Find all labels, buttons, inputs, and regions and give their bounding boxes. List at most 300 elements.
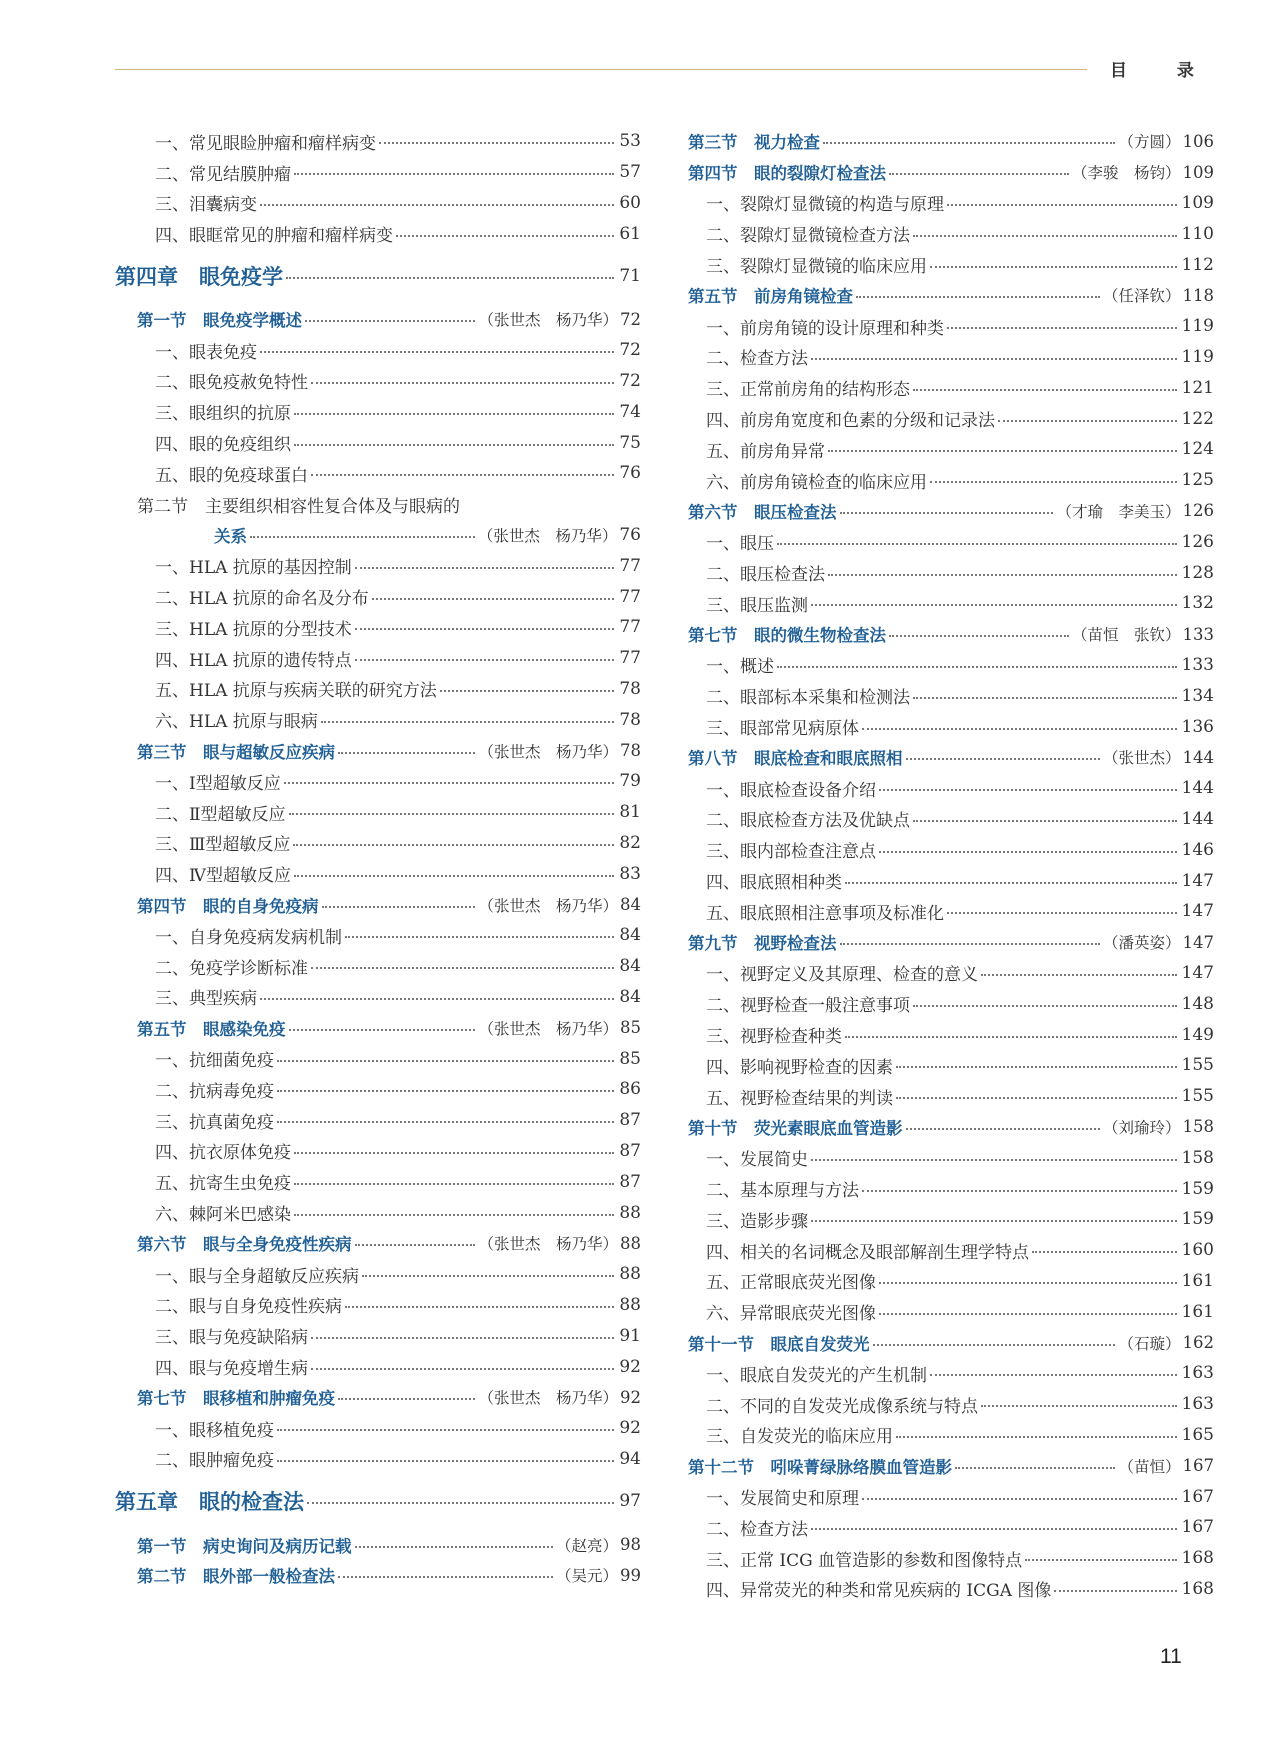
toc-entry-title: 五、正常眼底荧光图像 (706, 1273, 876, 1294)
toc-subsection-entry[interactable] (688, 526, 1214, 557)
toc-entry-title: 五、抗寄生虫免疫 (155, 1174, 291, 1195)
toc-entry-title: 二、眼底检查方法及优缺点 (706, 811, 910, 832)
toc-leader-dots (294, 173, 614, 175)
toc-subsection-entry[interactable] (115, 1197, 641, 1228)
toc-entry-page: 167 (1181, 1517, 1214, 1538)
toc-leader-dots (930, 481, 1177, 483)
toc-entry-page: 144 (1182, 747, 1214, 767)
toc-entry-title: 三、自发荧光的临床应用 (706, 1427, 893, 1448)
toc-leader-dots (322, 906, 476, 908)
toc-entry-page: 87 (619, 1171, 641, 1192)
toc-leader-dots (294, 444, 614, 446)
toc-entry-author: （张世杰 杨乃华） (478, 1235, 618, 1254)
toc-entry-title: 三、泪囊病变 (155, 195, 257, 216)
toc-subsection-entry[interactable] (688, 1204, 1214, 1235)
toc-leader-dots (840, 512, 1054, 514)
toc-subsection-entry[interactable] (688, 1050, 1214, 1081)
toc-leader-dots (338, 752, 475, 754)
toc-entry-title: 二、Ⅱ型超敏反应 (155, 804, 286, 825)
toc-subsection-entry[interactable] (115, 581, 641, 612)
toc-leader-dots (896, 1436, 1177, 1438)
toc-subsection-entry[interactable] (115, 396, 641, 427)
toc-subsection-entry[interactable] (115, 766, 641, 797)
toc-leader-dots (913, 389, 1177, 391)
toc-subsection-entry[interactable] (688, 650, 1214, 681)
toc-leader-dots (873, 1344, 1116, 1346)
toc-leader-dots (947, 327, 1177, 329)
toc-leader-dots (828, 450, 1177, 452)
toc-entry-title: 一、裂隙灯显微镜的构造与原理 (706, 195, 944, 216)
toc-leader-dots (294, 1214, 614, 1216)
toc-entry-title: 二、眼免疫赦免特性 (155, 373, 308, 394)
toc-subsection-entry[interactable] (688, 896, 1214, 927)
toc-entry-title: 二、眼压检查法 (706, 565, 825, 586)
toc-entry-page: 78 (619, 709, 641, 730)
toc-section-entry[interactable] (115, 304, 641, 335)
toc-entry-author: （张世杰 杨乃华） (477, 526, 618, 545)
toc-section-entry[interactable] (115, 1529, 641, 1560)
toc-subsection-entry[interactable] (688, 557, 1214, 588)
toc-entry-title: 一、眼表免疫 (155, 342, 257, 363)
toc-subsection-entry[interactable] (115, 828, 641, 859)
toc-subsection-entry[interactable] (688, 1574, 1214, 1605)
toc-subsection-entry[interactable] (688, 1481, 1214, 1512)
toc-subsection-entry[interactable] (115, 920, 641, 951)
toc-leader-dots (955, 1467, 1115, 1469)
toc-entry-page: 72 (620, 309, 641, 329)
toc-subsection-entry[interactable] (115, 427, 641, 458)
toc-entry-title: 二、抗病毒免疫 (155, 1081, 274, 1102)
toc-subsection-entry[interactable] (688, 804, 1214, 835)
toc-entry-page: 85 (620, 1018, 641, 1038)
toc-leader-dots (311, 1337, 614, 1339)
toc-entry-title: 第十二节 吲哚菁绿脉络膜血管造影 (688, 1457, 952, 1477)
toc-entry-page: 161 (1181, 1301, 1214, 1322)
toc-entry-author: （张世杰 杨乃华） (478, 896, 618, 915)
toc-section-entry[interactable] (115, 1382, 641, 1413)
toc-entry-title: 第六节 眼压检查法 (688, 502, 837, 522)
toc-entry-page: 84 (620, 895, 641, 915)
toc-subsection-entry[interactable] (688, 865, 1214, 896)
toc-entry-title: 一、发展简史 (706, 1150, 808, 1171)
toc-subsection-entry[interactable] (115, 550, 641, 581)
toc-section-entry[interactable] (688, 496, 1214, 527)
toc-entry-title: 三、眼组织的抗原 (155, 404, 291, 425)
toc-subsection-entry[interactable] (115, 858, 641, 889)
toc-subsection-entry[interactable] (115, 674, 641, 705)
toc-leader-dots (355, 659, 615, 661)
toc-subsection-entry[interactable] (688, 403, 1214, 434)
toc-subsection-entry[interactable] (688, 249, 1214, 280)
toc-subsection-entry[interactable] (115, 951, 641, 982)
toc-leader-dots (362, 1275, 614, 1277)
toc-section-entry[interactable] (688, 619, 1214, 650)
toc-subsection-entry[interactable] (688, 958, 1214, 989)
toc-entry-title: 一、视野定义及其原理、检查的意义 (706, 965, 978, 986)
toc-entry-page: 119 (1181, 316, 1214, 337)
toc-section-entry[interactable] (688, 1112, 1214, 1143)
toc-section-entry[interactable] (688, 126, 1214, 157)
toc-entry-title: 四、眼底照相种类 (706, 873, 842, 894)
toc-entry-page: 87 (619, 1140, 641, 1161)
toc-entry-title: 一、概述 (706, 657, 774, 678)
toc-subsection-entry[interactable] (688, 1543, 1214, 1574)
toc-entry-page: 165 (1181, 1424, 1214, 1445)
toc-entry-page: 82 (619, 832, 641, 853)
toc-leader-dots (305, 320, 475, 322)
toc-subsection-entry[interactable] (115, 1166, 641, 1197)
toc-subsection-entry[interactable] (688, 1296, 1214, 1327)
toc-entry-page: 91 (619, 1325, 641, 1346)
toc-subsection-entry[interactable] (115, 188, 641, 219)
toc-subsection-entry[interactable] (688, 1512, 1214, 1543)
toc-entry-title: 第三节 视力检查 (688, 133, 820, 153)
toc-section-entry[interactable] (115, 489, 641, 520)
toc-leader-dots (345, 1306, 614, 1308)
toc-subsection-entry[interactable] (115, 1136, 641, 1167)
toc-subsection-entry[interactable] (115, 704, 641, 735)
toc-entry-page: 92 (620, 1387, 641, 1407)
toc-leader-dots (879, 1313, 1177, 1315)
toc-leader-dots (311, 474, 614, 476)
toc-section-entry[interactable] (115, 1560, 641, 1591)
toc-entry-page: 75 (619, 432, 641, 453)
toc-subsection-entry[interactable] (115, 1351, 641, 1382)
toc-leader-dots (947, 204, 1177, 206)
toc-leader-dots (277, 1460, 614, 1462)
toc-entry-title: 二、眼部标本采集和检测法 (706, 688, 910, 709)
toc-entry-title: 第四节 眼的裂隙灯检查法 (688, 164, 886, 184)
toc-entry-title: 六、异常眼底荧光图像 (706, 1304, 876, 1325)
toc-subsection-entry[interactable] (688, 218, 1214, 249)
toc-subsection-entry[interactable] (688, 834, 1214, 865)
toc-entry-page: 118 (1182, 285, 1214, 305)
toc-leader-dots (294, 413, 614, 415)
toc-entry-title: 第九节 视野检查法 (688, 934, 837, 954)
toc-entry-page: 53 (619, 131, 641, 152)
toc-subsection-entry[interactable] (115, 982, 641, 1013)
toc-leader-dots (889, 173, 1069, 175)
toc-leader-dots (930, 266, 1177, 268)
toc-entry-page: 84 (619, 925, 641, 946)
toc-chapter-entry[interactable] (115, 259, 641, 293)
toc-leader-dots (811, 604, 1177, 606)
toc-entry-page: 122 (1181, 408, 1214, 429)
toc-entry-page: 94 (619, 1448, 641, 1469)
toc-subsection-entry[interactable] (688, 372, 1214, 403)
toc-subsection-entry[interactable] (688, 1389, 1214, 1420)
toc-subsection-entry[interactable] (688, 1235, 1214, 1266)
toc-entry-title: 第八节 眼底检查和眼底照相 (688, 749, 903, 769)
toc-entry-page: 136 (1181, 716, 1214, 737)
toc-entry-title: 三、眼压监测 (706, 595, 808, 616)
toc-entry-title: 一、眼压 (706, 534, 774, 555)
toc-leader-dots (913, 820, 1177, 822)
toc-entry-title: 关系 (214, 526, 247, 546)
toc-entry-author: （张世杰） (1102, 749, 1181, 768)
toc-entry-title: 第二节 主要组织相容性复合体及与眼病的 (137, 496, 460, 517)
toc-entry-author: （方圆） (1118, 133, 1181, 152)
toc-subsection-entry[interactable] (115, 458, 641, 489)
toc-leader-dots (862, 1190, 1177, 1192)
toc-entry-page: 144 (1181, 778, 1214, 799)
toc-entry-page: 72 (619, 370, 641, 391)
toc-subsection-entry[interactable] (115, 126, 641, 157)
toc-leader-dots (277, 1429, 614, 1431)
toc-leader-dots (260, 204, 614, 206)
toc-entry-title: 四、眼与免疫增生病 (155, 1359, 308, 1380)
toc-entry-page: 161 (1181, 1270, 1214, 1291)
toc-subsection-entry[interactable] (115, 335, 641, 366)
toc-leader-dots (862, 728, 1177, 730)
toc-entry-author: （石璇） (1118, 1334, 1181, 1353)
toc-entry-page: 57 (619, 162, 641, 183)
toc-entry-title: 三、眼内部检查注意点 (706, 842, 876, 863)
toc-entry-page: 109 (1182, 162, 1214, 182)
toc-subsection-entry[interactable] (688, 1358, 1214, 1389)
toc-entry-title: 二、HLA 抗原的命名及分布 (155, 589, 369, 610)
running-header-title: 目 录 (1110, 61, 1216, 81)
toc-entry-title: 三、典型疾病 (155, 989, 257, 1010)
toc-entry-title: 二、眼与自身免疫性疾病 (155, 1297, 342, 1318)
toc-entry-page: 81 (619, 802, 641, 823)
toc-entry-author: （李骏 杨钧） (1071, 164, 1181, 183)
toc-section-entry[interactable] (688, 1327, 1214, 1358)
toc-leader-dots (879, 851, 1177, 853)
toc-subsection-entry[interactable] (688, 1081, 1214, 1112)
toc-entry-page: 132 (1181, 593, 1214, 614)
toc-section-entry[interactable] (688, 927, 1214, 958)
toc-leader-dots (777, 666, 1177, 668)
toc-entry-title: 三、正常前房角的结构形态 (706, 380, 910, 401)
toc-leader-dots (321, 721, 615, 723)
toc-entry-title: 第五章 眼的检查法 (115, 1489, 304, 1515)
toc-entry-page: 167 (1182, 1456, 1214, 1476)
toc-entry-page: 147 (1181, 962, 1214, 983)
toc-section-entry[interactable] (115, 520, 641, 551)
toc-leader-dots (930, 1374, 1177, 1376)
toc-entry-page: 98 (620, 1535, 641, 1555)
toc-subsection-entry[interactable] (115, 1444, 641, 1475)
toc-leader-dots (981, 974, 1177, 976)
toc-subsection-entry[interactable] (688, 342, 1214, 373)
toc-entry-title: 第二节 眼外部一般检查法 (137, 1567, 335, 1587)
toc-entry-page: 60 (619, 192, 641, 213)
toc-entry-title: 二、基本原理与方法 (706, 1181, 859, 1202)
toc-section-entry[interactable] (688, 1450, 1214, 1481)
toc-entry-title: 一、眼底自发荧光的产生机制 (706, 1365, 927, 1386)
toc-leader-dots (284, 782, 615, 784)
toc-subsection-entry[interactable] (115, 1074, 641, 1105)
toc-entry-title: 一、Ⅰ型超敏反应 (155, 773, 281, 794)
toc-section-entry[interactable] (115, 1012, 641, 1043)
toc-subsection-entry[interactable] (688, 311, 1214, 342)
toc-entry-title: 第十节 荧光素眼底血管造影 (688, 1118, 903, 1138)
toc-entry-page: 79 (619, 771, 641, 792)
toc-entry-title: 第七节 眼的微生物检查法 (688, 626, 886, 646)
toc-leader-dots (947, 912, 1177, 914)
toc-entry-page: 155 (1181, 1086, 1214, 1107)
toc-entry-page: 124 (1181, 439, 1214, 460)
toc-entry-title: 一、眼与全身超敏反应疾病 (155, 1266, 359, 1287)
toc-entry-page: 77 (619, 555, 641, 576)
toc-subsection-entry[interactable] (688, 1420, 1214, 1451)
toc-entry-title: 三、眼部常见病原体 (706, 719, 859, 740)
toc-entry-title: 一、自身免疫病发病机制 (155, 927, 342, 948)
toc-subsection-entry[interactable] (115, 1105, 641, 1136)
toc-entry-title: 第四章 眼免疫学 (115, 264, 283, 290)
toc-entry-title: 三、裂隙灯显微镜的临床应用 (706, 257, 927, 278)
toc-entry-title: 五、HLA 抗原与疾病关联的研究方法 (155, 681, 437, 702)
toc-entry-page: 119 (1181, 346, 1214, 367)
toc-entry-page: 92 (619, 1356, 641, 1377)
toc-entry-page: 106 (1182, 131, 1214, 151)
toc-entry-page: 77 (619, 586, 641, 607)
toc-leader-dots (879, 789, 1177, 791)
toc-subsection-entry[interactable] (688, 1142, 1214, 1173)
toc-entry-page: 149 (1181, 1024, 1214, 1045)
toc-entry-title: 第四节 眼的自身免疫病 (137, 896, 319, 916)
toc-entry-title: 二、眼肿瘤免疫 (155, 1451, 274, 1472)
toc-leader-dots (840, 943, 1100, 945)
toc-section-entry[interactable] (688, 742, 1214, 773)
toc-subsection-entry[interactable] (115, 1413, 641, 1444)
toc-entry-title: 第三节 眼与超敏反应疾病 (137, 742, 335, 762)
toc-leader-dots (913, 1005, 1177, 1007)
toc-entry-page: 126 (1182, 501, 1214, 521)
toc-leader-dots (913, 235, 1177, 237)
toc-entry-page: 128 (1181, 562, 1214, 583)
toc-entry-page: 86 (619, 1079, 641, 1100)
toc-leader-dots (906, 758, 1100, 760)
toc-leader-dots (998, 420, 1177, 422)
toc-entry-title: 五、眼底照相注意事项及标准化 (706, 903, 944, 924)
toc-entry-title: 二、检查方法 (706, 1519, 808, 1540)
toc-entry-page: 77 (619, 617, 641, 638)
toc-subsection-entry[interactable] (688, 188, 1214, 219)
toc-entry-page: 162 (1182, 1333, 1214, 1353)
toc-entry-page: 160 (1181, 1240, 1214, 1261)
toc-subsection-entry[interactable] (688, 588, 1214, 619)
toc-entry-page: 92 (619, 1418, 641, 1439)
toc-leader-dots (896, 1097, 1177, 1099)
toc-entry-title: 四、相关的名词概念及眼部解剖生理学特点 (706, 1242, 1029, 1263)
toc-entry-author: （才瑜 李美玉） (1056, 502, 1181, 521)
toc-entry-page: 163 (1181, 1394, 1214, 1415)
toc-leader-dots (1025, 1559, 1176, 1561)
toc-entry-page: 76 (619, 524, 641, 545)
toc-leader-dots (896, 1066, 1177, 1068)
toc-entry-author: （赵亮） (555, 1536, 618, 1555)
toc-entry-title: 五、眼的免疫球蛋白 (155, 465, 308, 486)
toc-entry-page: 97 (619, 1491, 641, 1512)
toc-entry-page: 147 (1181, 870, 1214, 891)
toc-subsection-entry[interactable] (115, 643, 641, 674)
toc-entry-page: 88 (619, 1264, 641, 1285)
toc-subsection-entry[interactable] (115, 612, 641, 643)
toc-subsection-entry[interactable] (688, 1266, 1214, 1297)
toc-subsection-entry[interactable] (115, 1043, 641, 1074)
toc-subsection-entry[interactable] (115, 218, 641, 249)
toc-subsection-entry[interactable] (115, 1259, 641, 1290)
toc-entry-page: 78 (620, 741, 641, 761)
toc-subsection-entry[interactable] (115, 366, 641, 397)
toc-leader-dots (811, 1159, 1177, 1161)
toc-subsection-entry[interactable] (115, 157, 641, 188)
toc-leader-dots (311, 1368, 614, 1370)
toc-section-entry[interactable] (688, 157, 1214, 188)
toc-leader-dots (440, 690, 615, 692)
toc-entry-title: 三、视野检查种类 (706, 1027, 842, 1048)
toc-subsection-entry[interactable] (115, 1320, 641, 1351)
toc-entry-title: 二、检查方法 (706, 349, 808, 370)
toc-section-entry[interactable] (115, 735, 641, 766)
toc-entry-title: 三、正常 ICG 血管造影的参数和图像特点 (706, 1550, 1023, 1571)
toc-subsection-entry[interactable] (688, 680, 1214, 711)
toc-leader-dots (338, 1398, 475, 1400)
toc-section-entry[interactable] (115, 1228, 641, 1259)
toc-entry-page: 163 (1181, 1363, 1214, 1384)
toc-leader-dots (396, 235, 614, 237)
toc-entry-page: 144 (1181, 808, 1214, 829)
toc-section-entry[interactable] (688, 280, 1214, 311)
toc-entry-page: 147 (1182, 932, 1214, 952)
toc-entry-author: （任泽钦） (1102, 287, 1181, 306)
toc-leader-dots (777, 543, 1177, 545)
toc-entry-page: 146 (1181, 839, 1214, 860)
toc-leader-dots (889, 635, 1069, 637)
toc-entry-title: 二、免疫学诊断标准 (155, 958, 308, 979)
toc-subsection-entry[interactable] (688, 1019, 1214, 1050)
toc-subsection-entry[interactable] (688, 465, 1214, 496)
toc-entry-page: 167 (1181, 1486, 1214, 1507)
toc-subsection-entry[interactable] (688, 773, 1214, 804)
toc-subsection-entry[interactable] (115, 1290, 641, 1321)
toc-entry-title: 三、抗真菌免疫 (155, 1112, 274, 1133)
toc-leader-dots (823, 142, 1115, 144)
toc-leader-dots (294, 875, 614, 877)
toc-leader-dots (1054, 1590, 1176, 1592)
toc-entry-page: 85 (619, 1048, 641, 1069)
toc-entry-page: 159 (1181, 1178, 1214, 1199)
toc-subsection-entry[interactable] (688, 1173, 1214, 1204)
toc-entry-title: 四、眼的免疫组织 (155, 435, 291, 456)
toc-leader-dots (345, 936, 614, 938)
toc-entry-title: 六、棘阿米巴感染 (155, 1205, 291, 1226)
toc-subsection-entry[interactable] (688, 711, 1214, 742)
toc-leader-dots (277, 1090, 614, 1092)
toc-entry-author: （张世杰 杨乃华） (478, 1019, 618, 1038)
toc-leader-dots (1032, 1251, 1177, 1253)
toc-entry-page: 133 (1182, 624, 1214, 644)
toc-entry-page: 76 (619, 463, 641, 484)
toc-entry-title: 一、常见眼睑肿瘤和瘤样病变 (155, 133, 376, 154)
toc-subsection-entry[interactable] (688, 434, 1214, 465)
toc-subsection-entry[interactable] (115, 797, 641, 828)
toc-section-entry[interactable] (115, 889, 641, 920)
toc-entry-title: 第五节 前房角镜检查 (688, 287, 853, 307)
toc-chapter-entry[interactable] (115, 1484, 641, 1518)
toc-entry-page: 88 (619, 1294, 641, 1315)
toc-entry-page: 112 (1181, 254, 1214, 275)
toc-entry-title: 五、前房角异常 (706, 441, 825, 462)
toc-entry-page: 77 (619, 648, 641, 669)
toc-entry-title: 第七节 眼移植和肿瘤免疫 (137, 1389, 335, 1409)
toc-entry-title: 一、HLA 抗原的基因控制 (155, 558, 352, 579)
toc-subsection-entry[interactable] (688, 988, 1214, 1019)
toc-entry-page: 134 (1181, 685, 1214, 706)
toc-entry-title: 五、视野检查结果的判读 (706, 1088, 893, 1109)
